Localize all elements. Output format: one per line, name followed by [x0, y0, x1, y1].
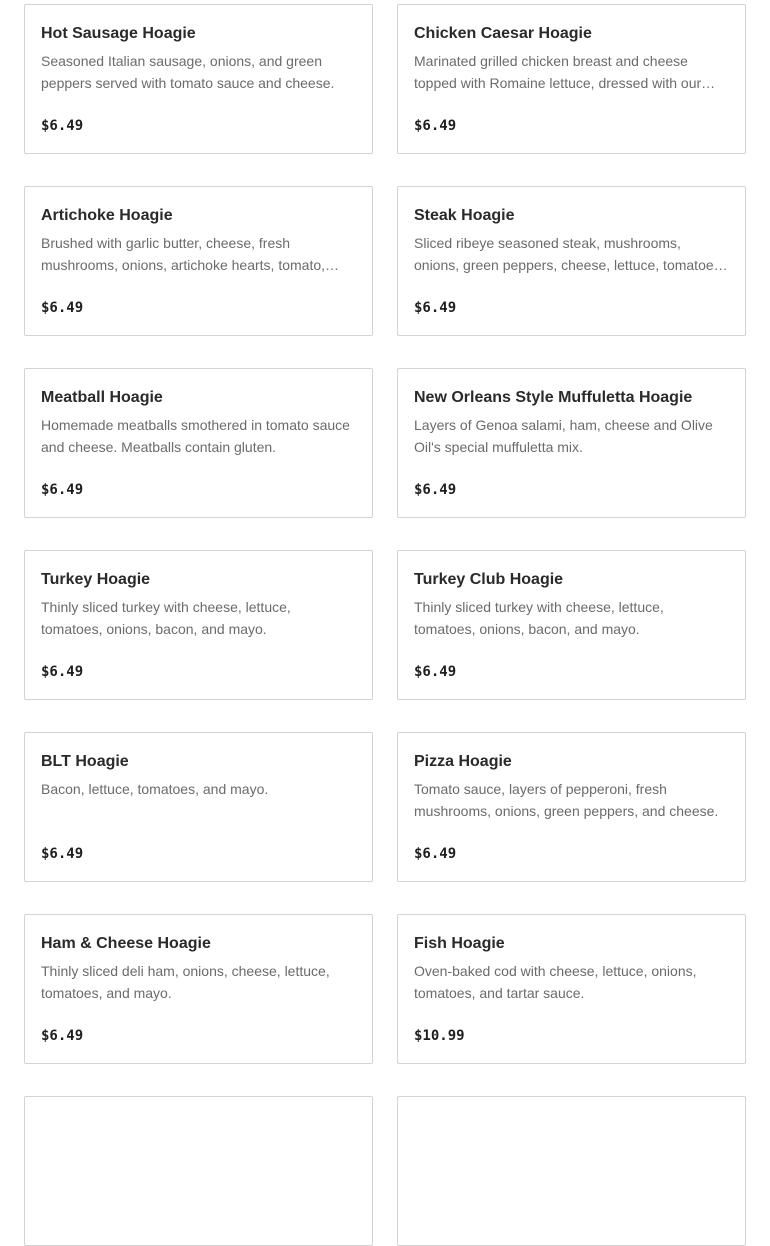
menu-item-price: $6.49 — [414, 664, 457, 680]
menu-item-price: $6.49 — [414, 482, 457, 498]
menu-item-price: $6.49 — [41, 482, 84, 498]
menu-item-card[interactable] — [24, 550, 373, 700]
menu-item-name: Turkey Club Hoagie — [414, 571, 564, 588]
menu-item-card[interactable] — [24, 186, 373, 336]
menu-item-name: Steak Hoagie — [414, 207, 515, 224]
menu-item-name: Artichoke Hoagie — [41, 207, 173, 224]
menu-item-description: Layers of Genoa salami, ham, cheese and Olive Oil's special muffuletta mix. — [414, 417, 713, 455]
menu-item-description: Oven-baked cod with cheese, lettuce, onions, tomatoes, and tartar sauce. — [414, 963, 697, 1001]
menu-item-name: Hot Sausage Hoagie — [41, 25, 196, 42]
menu-item-description: Bacon, lettuce, tomatoes, and mayo. — [41, 781, 269, 797]
menu-item-name: Turkey Hoagie — [41, 571, 151, 588]
menu-item-description: Brushed with garlic butter, cheese, fresh mushrooms, onions, artichoke hearts, tomato,… — [41, 235, 340, 273]
menu-item-name: Pizza Hoagie — [414, 753, 512, 770]
menu-item-card[interactable] — [24, 732, 373, 882]
menu-item-price: $6.49 — [41, 118, 84, 134]
menu-item-price: $6.49 — [41, 846, 84, 862]
menu-item-name: Meatball Hoagie — [41, 389, 163, 406]
menu-item-name: Fish Hoagie — [414, 935, 505, 952]
menu-item-card-partial[interactable] — [24, 1096, 373, 1246]
menu-item-description — [41, 1120, 356, 1164]
menu-item-name: Ham & Cheese Hoagie — [41, 935, 211, 952]
menu-item-description: Tomato sauce, layers of pepperoni, fresh mushrooms, onions, green peppers, and cheese. — [414, 781, 719, 819]
menu-item-grid — [24, 4, 746, 1246]
menu-item-description: Sliced ribeye seasoned steak, mushrooms, onions, green peppers, cheese, lettuce, tomatoe… — [414, 235, 728, 273]
menu-item-description: Homemade meatballs smothered in tomato sauce and cheese. Meatballs contain gluten. — [41, 417, 350, 455]
menu-item-price: $6.49 — [414, 300, 457, 316]
menu-item-card[interactable] — [397, 914, 746, 1064]
menu-item-price: $6.49 — [41, 1028, 84, 1044]
menu-item-name: New Orleans Style Muffuletta Hoagie — [414, 389, 693, 406]
menu-item-card[interactable] — [24, 914, 373, 1064]
menu-item-name: Chicken Caesar Hoagie — [414, 25, 592, 42]
menu-item-description: Thinly sliced turkey with cheese, lettuce, tomatoes, onions, bacon, and mayo. — [414, 599, 664, 637]
menu-item-price: $6.49 — [41, 664, 84, 680]
menu-item-price: $10.99 — [414, 1028, 465, 1044]
menu-item-description: Thinly sliced turkey with cheese, lettuce, tomatoes, onions, bacon, and mayo. — [41, 599, 291, 637]
menu-item-card[interactable] — [397, 550, 746, 700]
menu-item-card[interactable] — [397, 732, 746, 882]
menu-item-card[interactable] — [397, 186, 746, 336]
menu-item-card[interactable] — [24, 4, 373, 154]
menu-item-price: $6.49 — [41, 300, 84, 316]
menu-item-name: BLT Hoagie — [41, 753, 129, 770]
menu-item-price: $6.49 — [414, 118, 457, 134]
menu-item-card[interactable] — [397, 4, 746, 154]
menu-item-price: $6.49 — [414, 846, 457, 862]
menu-item-card-partial[interactable] — [397, 1096, 746, 1246]
menu-item-description: Marinated grilled chicken breast and cheese topped with Romaine lettuce, dressed with our… — [414, 53, 716, 91]
menu-item-card[interactable] — [397, 368, 746, 518]
menu-item-description: Seasoned Italian sausage, onions, and green peppers served with tomato sauce and cheese. — [41, 53, 335, 91]
menu-item-description: Thinly sliced deli ham, onions, cheese, lettuce, tomatoes, and mayo. — [41, 963, 330, 1001]
menu-item-card[interactable] — [24, 368, 373, 518]
menu-item-description — [414, 1120, 729, 1164]
